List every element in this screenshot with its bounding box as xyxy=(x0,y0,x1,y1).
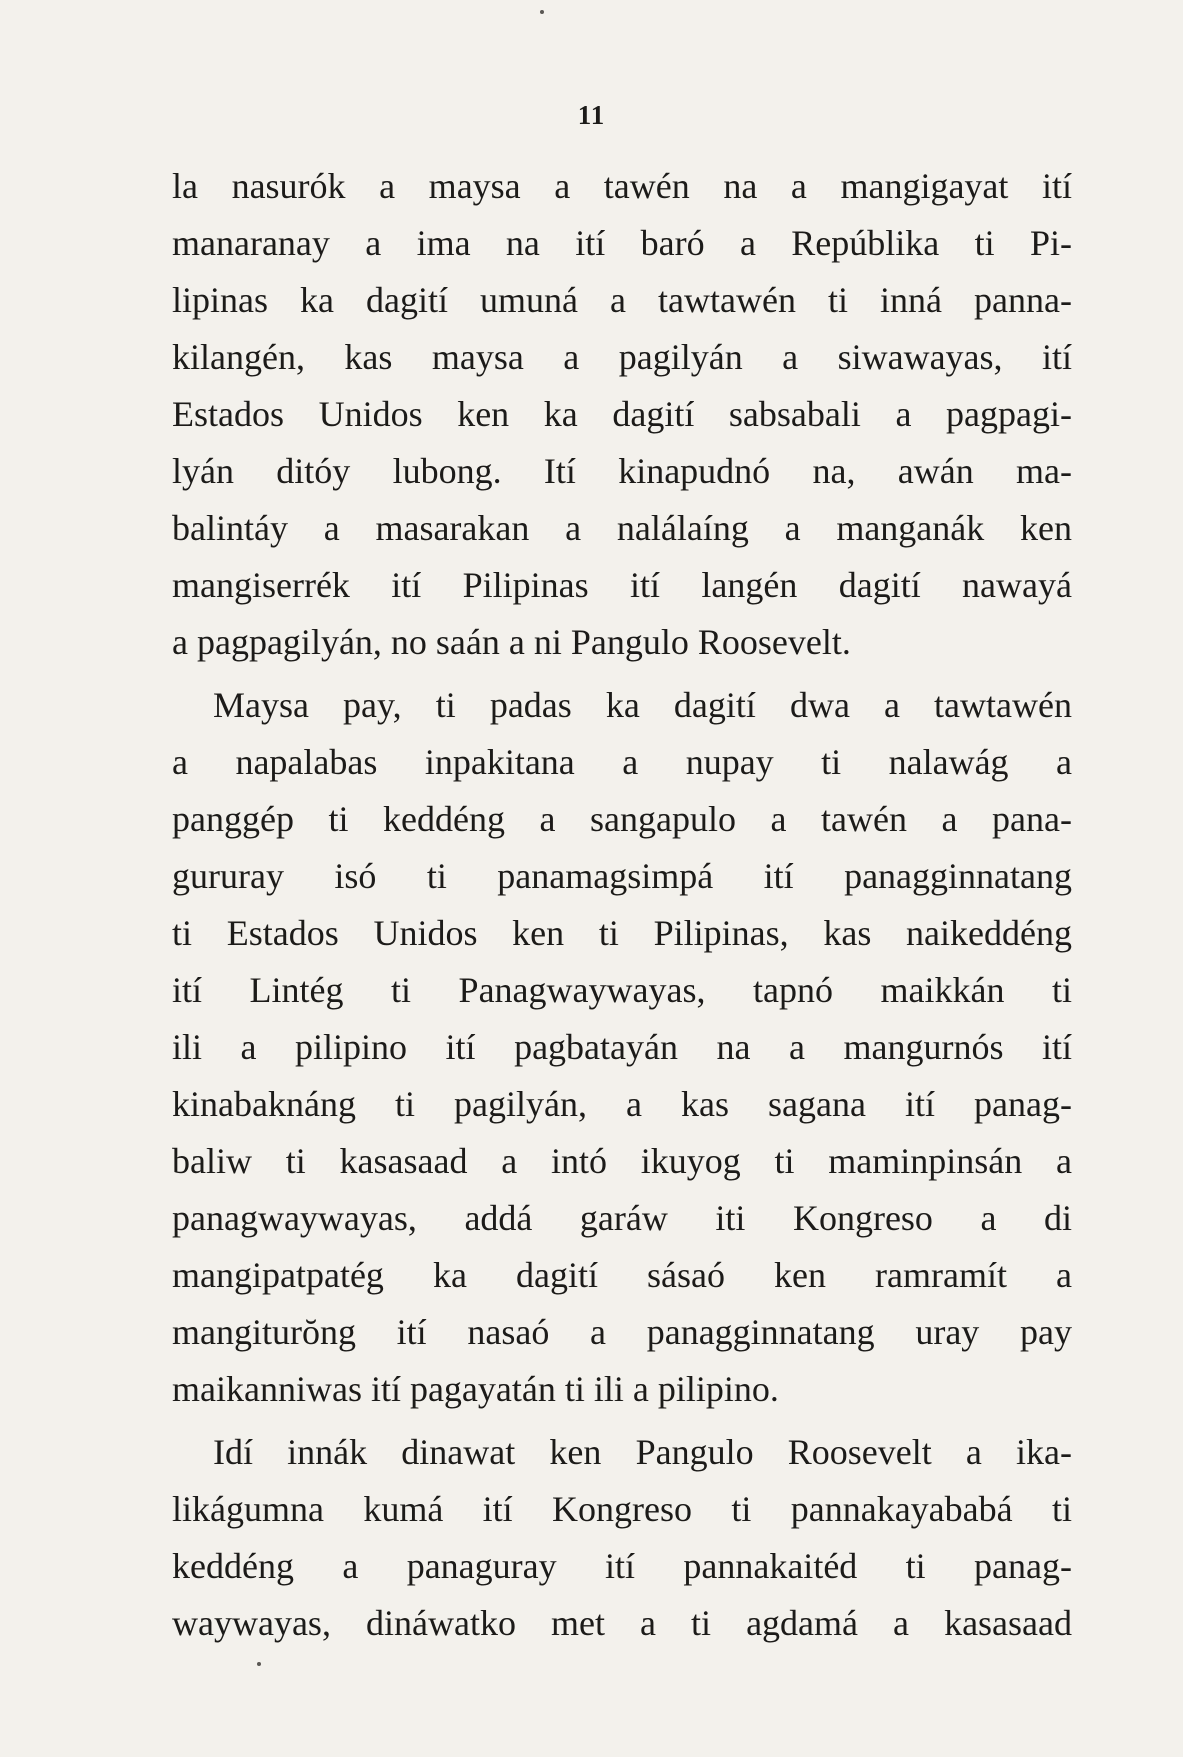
text-line: panggép ti keddéng a sangapulo a tawén a pana- xyxy=(172,799,1072,839)
scan-speck-top xyxy=(540,10,544,14)
text-line: Estados Unidos ken ka dagití sabsabali a pagpagi- xyxy=(172,394,1072,434)
text-line: baliw ti kasasaad a intó ikuyog ti maminpinsán a xyxy=(172,1141,1072,1181)
text-line: balintáy a masarakan a nalálaíng a manganák ken xyxy=(172,508,1072,548)
body-text xyxy=(172,158,1072,1652)
text-line: kilangén, kas maysa a pagilyán a siwawayas, ití xyxy=(172,337,1072,377)
page-number: 11 xyxy=(577,100,606,130)
text-line: manaranay a ima na ití baró a Repúblika ti Pi- xyxy=(172,223,1072,263)
text-line: panagwaywayas, addá garáw iti Kongreso a di xyxy=(172,1198,1072,1238)
paragraph-2 xyxy=(172,677,1072,1418)
text-line: a pagpagilyán, no saán a ni Pangulo Roosevelt. xyxy=(172,622,851,662)
paragraph-3 xyxy=(172,1424,1072,1652)
text-line: ití Lintég ti Panagwaywayas, tapnó maikkán ti xyxy=(172,970,1072,1010)
text-line: kinabaknáng ti pagilyán, a kas sagana ití panag- xyxy=(172,1084,1072,1124)
text-line: waywayas, dináwatko met a ti agdamá a kasasaad xyxy=(172,1603,1072,1643)
text-line: a napalabas inpakitana a nupay ti nalawág a xyxy=(172,742,1072,782)
text-line: lyán ditóy lubong. Ití kinapudnó na, awán ma- xyxy=(172,451,1072,491)
text-line: keddéng a panaguray ití pannakaitéd ti panag- xyxy=(172,1546,1072,1586)
text-line: gururay isó ti panamagsimpá ití panagginnatang xyxy=(172,856,1072,896)
text-line: ti Estados Unidos ken ti Pilipinas, kas naikeddéng xyxy=(172,913,1072,953)
text-line: likágumna kumá ití Kongreso ti pannakayababá ti xyxy=(172,1489,1072,1529)
text-line: mangiserrék ití Pilipinas ití langén dagití nawayá xyxy=(172,565,1072,605)
text-line: la nasurók a maysa a tawén na a mangigayat ití xyxy=(172,166,1072,206)
text-line: mangiturŏng ití nasaó a panagginnatang uray pay xyxy=(172,1312,1072,1352)
text-line: lipinas ka dagití umuná a tawtawén ti inná panna- xyxy=(172,280,1072,320)
text-line: Maysa pay, ti padas ka dagití dwa a tawtawén xyxy=(213,685,1072,725)
text-line: Idí innák dinawat ken Pangulo Roosevelt a ika- xyxy=(213,1432,1072,1472)
text-line: mangipatpatég ka dagití sásaó ken ramramít a xyxy=(172,1255,1072,1295)
scan-speck-bottom xyxy=(257,1662,261,1666)
paragraph-1 xyxy=(172,158,1072,671)
text-line: ili a pilipino ití pagbatayán na a mangurnós ití xyxy=(172,1027,1072,1067)
text-line: maikanniwas ití pagayatán ti ili a pilipino. xyxy=(172,1369,779,1409)
